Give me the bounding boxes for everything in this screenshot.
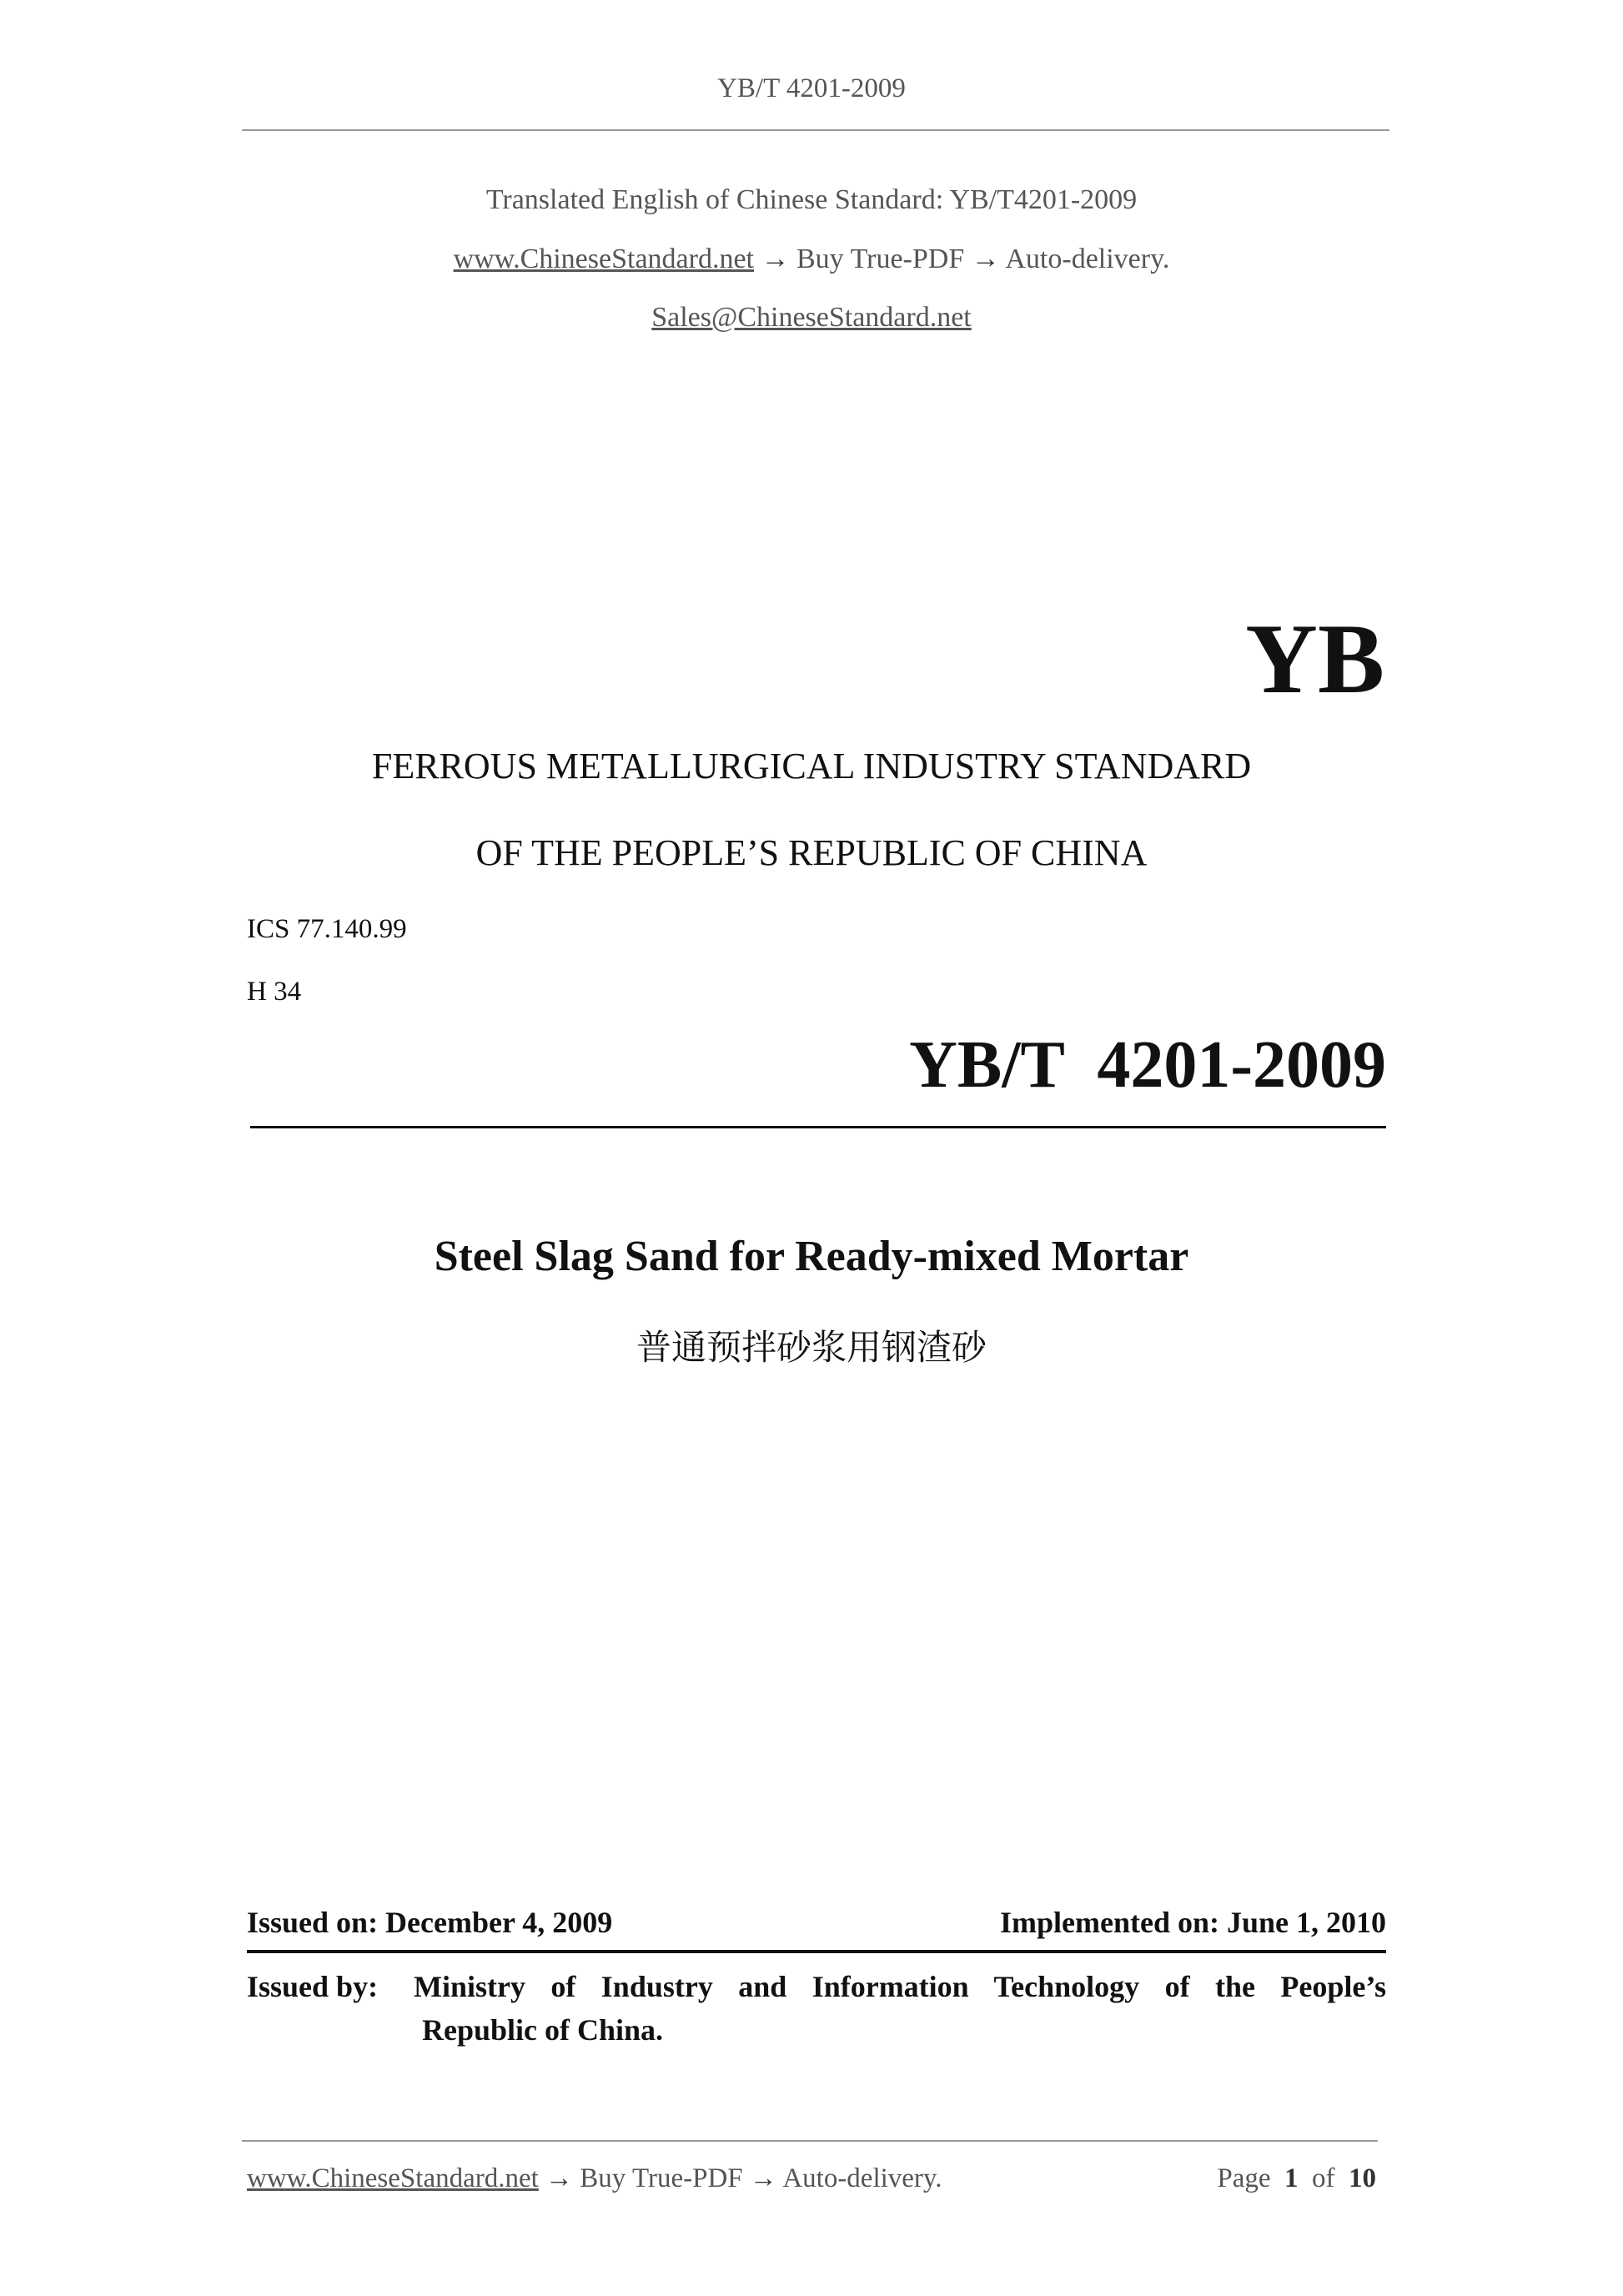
issued-by-authority-line1: Ministry of Industry and Information Technology of the People’s [414, 1970, 1386, 2003]
arrow-right-icon: → [545, 2163, 574, 2193]
arrow-right-icon: → [749, 2163, 777, 2193]
footer-buy-true-pdf-text: Buy True-PDF [580, 2163, 743, 2193]
sales-line [0, 302, 1623, 334]
page-label: Page [1217, 2163, 1271, 2193]
document-title-cn: 普通预拌砂浆用钢渣砂 [636, 1327, 987, 1368]
arrow-right-icon: → [761, 244, 790, 274]
footer-site-link[interactable]: www.ChineseStandard.net [247, 2163, 539, 2193]
h-code: H 34 [247, 977, 302, 1007]
document-title-en: Steel Slag Sand for Ready-mixed Mortar [434, 1233, 1189, 1280]
issued-by-authority-line2: Republic of China. [422, 2013, 664, 2047]
buy-true-pdf-text: Buy True-PDF [796, 244, 965, 274]
issued-on-date: Issued on: December 4, 2009 [247, 1906, 613, 1939]
standard-logo: YB [1245, 603, 1384, 714]
standard-number-rule [250, 1126, 1386, 1128]
arrow-right-icon: → [971, 244, 1000, 274]
translated-notice: Translated English of Chinese Standard: YB/T4201-2009 [485, 184, 1138, 215]
of-label: of [1312, 2163, 1335, 2193]
header-divider [242, 129, 1389, 131]
sales-email-link[interactable]: Sales@ChineseStandard.net [651, 302, 972, 333]
standard-category-line2: OF THE PEOPLE’S REPUBLIC OF CHINA [475, 832, 1148, 873]
implemented-on-date: Implemented on: June 1, 2010 [999, 1906, 1386, 1939]
issued-by-label: Issued by: [247, 1970, 379, 2003]
ics-code: ICS 77.140.99 [247, 914, 407, 944]
page-indicator [1217, 2163, 1376, 2194]
buy-line [0, 244, 1623, 275]
auto-delivery-text: Auto-delivery. [1005, 244, 1170, 274]
issue-divider [247, 1950, 1386, 1953]
running-header: YB/T 4201-2009 [717, 73, 906, 103]
page-total: 10 [1349, 2163, 1376, 2193]
footer-auto-delivery-text: Auto-delivery. [782, 2163, 942, 2193]
standard-category-line1: FERROUS METALLURGICAL INDUSTRY STANDARD [371, 746, 1252, 786]
page-number: 1 [1284, 2163, 1299, 2193]
footer-divider [242, 2140, 1378, 2142]
site-link[interactable]: www.ChineseStandard.net [453, 244, 754, 274]
standard-number: YB/T 4201-2009 [909, 1028, 1386, 1102]
footer-buy-line [247, 2163, 942, 2194]
